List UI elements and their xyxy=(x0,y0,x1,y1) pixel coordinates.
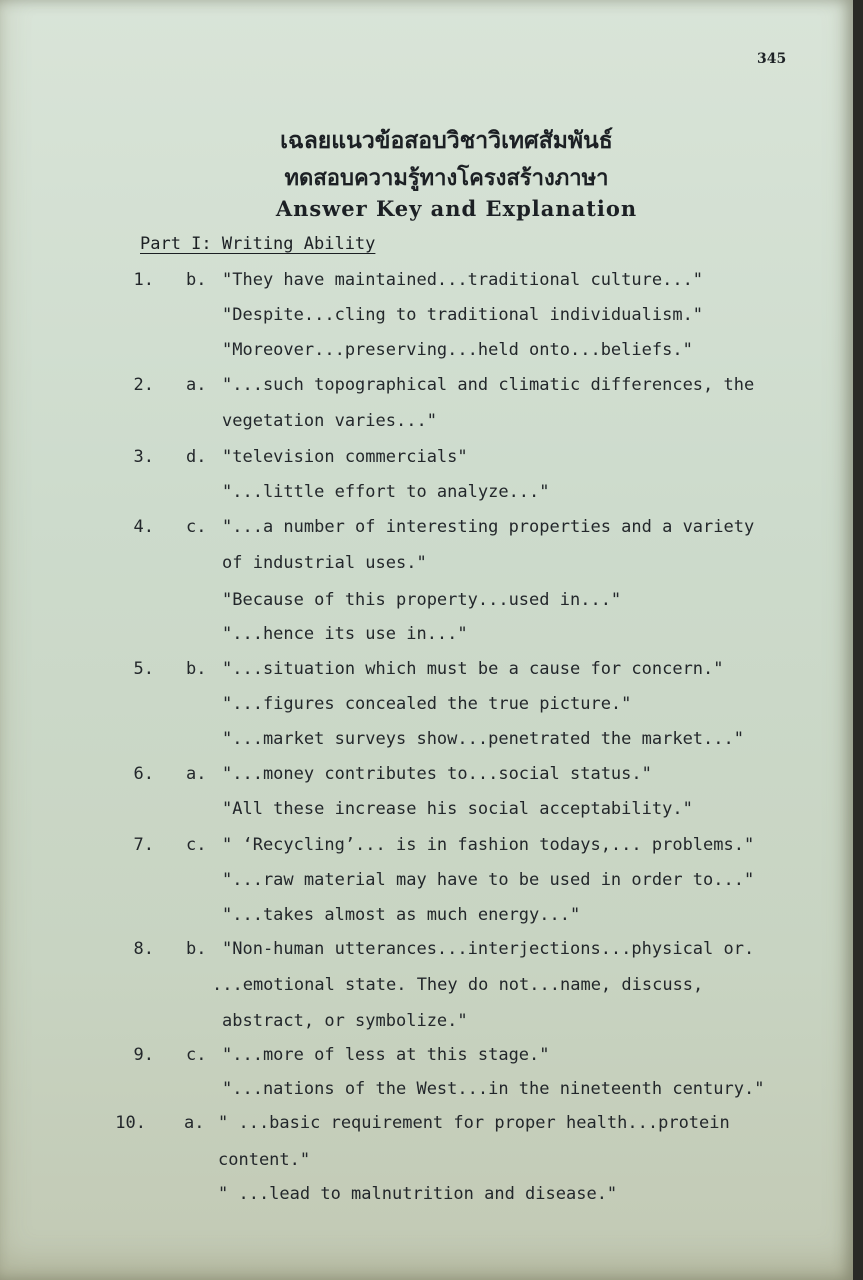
answer-letter: a. xyxy=(186,764,207,784)
answer-explanation-line: "...takes almost as much energy..." xyxy=(222,905,581,925)
answer-letter: c. xyxy=(186,517,207,537)
title-english: Answer Key and Explanation xyxy=(275,196,638,221)
answer-number: 10. xyxy=(115,1113,146,1133)
answer-explanation-line: "television commercials" xyxy=(222,447,468,467)
answer-explanation-line: "...situation which must be a cause for concern." xyxy=(222,659,724,679)
page-number: 345 xyxy=(757,51,787,67)
answer-letter: c. xyxy=(186,1045,207,1065)
answer-letter: b. xyxy=(186,270,207,290)
answer-explanation-line: "...money contributes to...social status." xyxy=(222,764,652,784)
answer-explanation-line: "All these increase his social acceptability." xyxy=(222,799,693,819)
answer-number: 8. xyxy=(133,939,154,959)
answer-explanation-line: "...more of less at this stage." xyxy=(222,1045,550,1065)
answer-explanation-line: "Despite...cling to traditional individualism." xyxy=(222,305,704,325)
answer-explanation-line: "...raw material may have to be used in order to..." xyxy=(222,870,755,890)
answer-explanation-line: of industrial uses." xyxy=(222,553,427,573)
answer-explanation-line: "Moreover...preserving...held onto...beliefs." xyxy=(222,340,693,360)
answer-number: 9. xyxy=(133,1045,154,1065)
answer-explanation-line: "...market surveys show...penetrated the market..." xyxy=(222,729,744,749)
part-heading: Part I: Writing Ability xyxy=(140,234,376,254)
answer-letter: d. xyxy=(186,447,207,467)
answer-number: 5. xyxy=(133,659,154,679)
answer-explanation-line: " ...basic requirement for proper health...protein xyxy=(218,1113,730,1133)
answer-explanation-line: ...emotional state. They do not...name, discuss, xyxy=(212,975,704,995)
answer-number: 6. xyxy=(133,764,154,784)
answer-explanation-line: "Because of this property...used in..." xyxy=(222,590,622,610)
answer-explanation-line: "...a number of interesting properties and a variety xyxy=(222,517,755,537)
title-thai-line-1: เฉลยแนวข้อสอบวิชาวิเทศสัมพันธ์ xyxy=(280,128,613,154)
answer-explanation-line: " ‘Recycling’... is in fashion todays,... problems." xyxy=(222,835,755,855)
answer-explanation-line: "They have maintained...traditional culture..." xyxy=(222,270,704,290)
title-thai-line-2: ทดสอบความรู้ทางโครงสร้างภาษา xyxy=(284,166,609,191)
answer-explanation-line: " ...lead to malnutrition and disease." xyxy=(218,1184,618,1204)
answer-explanation-line: "...such topographical and climatic differences, the xyxy=(222,375,755,395)
answer-explanation-line: "...little effort to analyze..." xyxy=(222,482,550,502)
answer-letter: c. xyxy=(186,835,207,855)
answer-number: 1. xyxy=(133,270,154,290)
answer-explanation-line: abstract, or symbolize." xyxy=(222,1011,468,1031)
answer-explanation-line: "...nations of the West...in the nineteenth century." xyxy=(222,1079,765,1099)
answer-letter: b. xyxy=(186,659,207,679)
answer-explanation-line: content." xyxy=(218,1150,311,1170)
answer-number: 4. xyxy=(133,517,154,537)
answer-explanation-line: "Non-human utterances...interjections...physical or. xyxy=(222,939,755,959)
answer-letter: b. xyxy=(186,939,207,959)
answer-explanation-line: vegetation varies..." xyxy=(222,411,437,431)
answer-explanation-line: "...figures concealed the true picture." xyxy=(222,694,632,714)
answer-number: 3. xyxy=(133,447,154,467)
answer-number: 2. xyxy=(133,375,154,395)
answer-letter: a. xyxy=(184,1113,205,1133)
answer-number: 7. xyxy=(133,835,154,855)
answer-explanation-line: "...hence its use in..." xyxy=(222,624,468,644)
answer-letter: a. xyxy=(186,375,207,395)
